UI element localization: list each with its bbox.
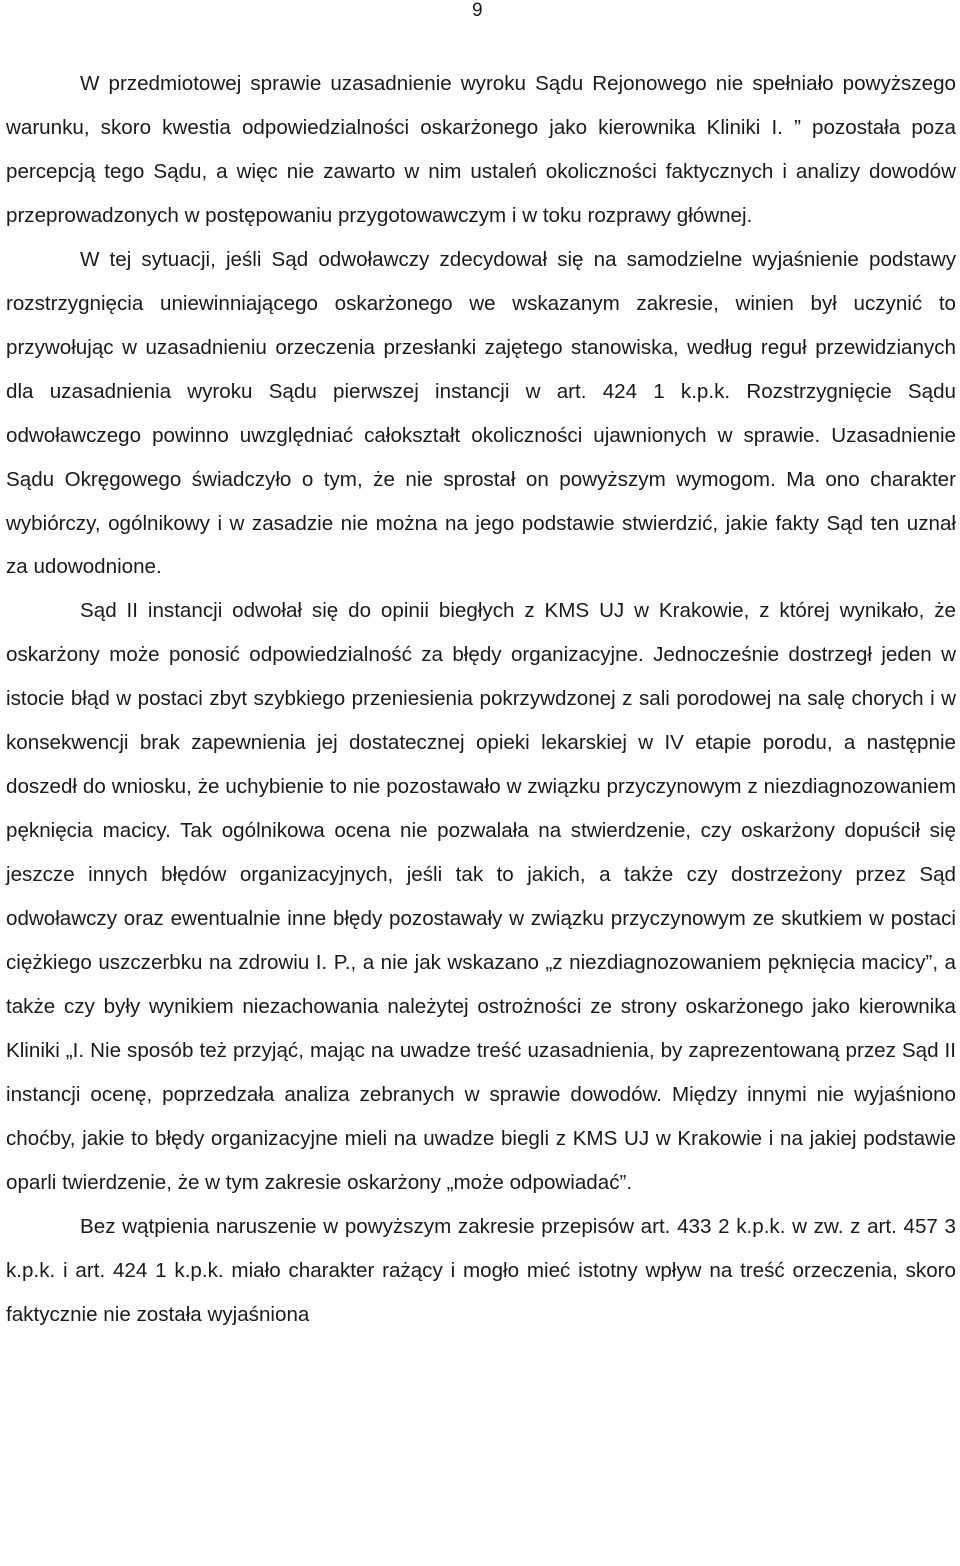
document-body (6, 62, 956, 1337)
paragraph-4: Bez wątpienia naruszenie w powyższym zakresie przepisów art. 433 2 k.p.k. w zw. z art. 457 3 k.p.k. i art. 424 1 k.p.k. miało charakter rażący i mogło mieć istotny wpływ na treść orzeczenia, skoro faktycznie nie została wyjaśniona (6, 1214, 956, 1326)
paragraph-3: Sąd II instancji odwołał się do opinii biegłych z KMS UJ w Krakowie, z której wynikało, że oskarżony może ponosić odpowiedzialność za błędy organizacyjne. Jednocześnie dostrzegł jeden w istocie błąd w postaci zbyt szybkiego przeniesienia pokrzywdzonej z sali porodowej na salę chorych i w konsekwencji brak zapewnienia jej dostatecznej opieki lekarskiej w IV etapie porodu, a następnie doszedł do wniosku, że uchybienie to nie pozostawało w związku przyczynowym z niezdiagnozowaniem pęknięcia macicy. Tak ogólnikowa ocena nie pozwalała na stwierdzenie, czy oskarżony dopuścił się jeszcze innych błędów organizacyjnych, jeśli tak to jakich, a także czy dostrzeżony przez Sąd odwoławczy oraz ewentualnie inne błędy pozostawały w związku przyczynowym ze skutkiem w postaci ciężkiego uszczerbku na zdrowiu I. P., a nie jak wskazano „z niezdiagnozowaniem pęknięcia macicy”, a także czy były wynikiem niezachowania należytej ostrożności ze strony oskarżonego jako kierownika Kliniki „I. Nie sposób też przyjąć, mając na uwadze treść uzasadnienia, by zaprezentowaną przez Sąd II instancji ocenę, poprzedzała analiza zebranych w sprawie dowodów. Między innymi nie wyjaśniono choćby, jakie to błędy organizacyjne mieli na uwadze biegli z KMS UJ w Krakowie i na jakiej podstawie oparli twierdzenie, że w tym zakresie oskarżony „może odpowiadać”. (6, 599, 956, 1194)
paragraph-1: W przedmiotowej sprawie uzasadnienie wyroku Sądu Rejonowego nie spełniało powyższego warunku, skoro kwestia odpowiedzialności oskarżonego jako kierownika Kliniki I. ” pozostała poza percepcją tego Sądu, a więc nie zawarto w nim ustaleń okoliczności faktycznych i analizy dowodów przeprowadzonych w postępowaniu przygotowawczym i w toku rozprawy głównej. (6, 72, 956, 227)
paragraph-2: W tej sytuacji, jeśli Sąd odwoławczy zdecydował się na samodzielne wyjaśnienie podstawy rozstrzygnięcia uniewinniającego oskarżonego we wskazanym zakresie, winien był uczynić to przywołując w uzasadnieniu orzeczenia przesłanki zajętego stanowiska, według reguł przewidzianych dla uzasadnienia wyroku Sądu pierwszej instancji w art. 424 1 k.p.k. Rozstrzygnięcie Sądu odwoławczego powinno uwzględniać całokształt okoliczności ujawnionych w sprawie. Uzasadnienie Sądu Okręgowego świadczyło o tym, że nie sprostał on powyższym wymogom. Ma ono charakter wybiórczy, ogólnikowy i w zasadzie nie można na jego podstawie stwierdzić, jakie fakty Sąd ten uznał za udowodnione. (6, 247, 956, 579)
page-number: 9 (472, 0, 483, 21)
